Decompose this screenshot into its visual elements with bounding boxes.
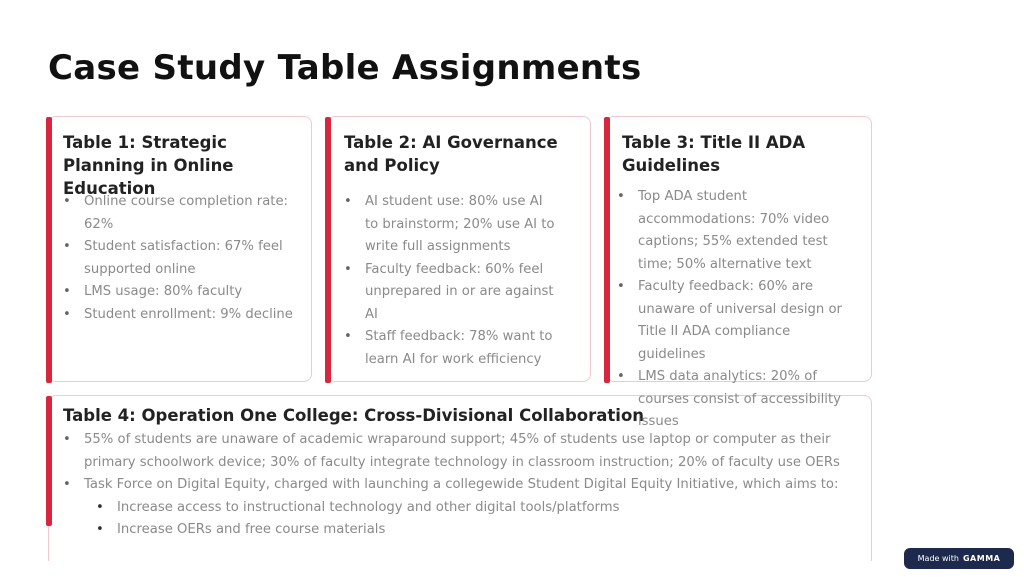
sub-list-item: • Increase access to instructional technology and other digital tools/platforms — [84, 497, 843, 520]
list-item — [63, 474, 843, 542]
table-2-title: Table 2: AI Governance and Policy — [344, 133, 558, 175]
table-4-accent-bar — [46, 396, 52, 526]
list-item-text: Task Force on Digital Equity, charged with launching a collegewide Student Digital Equity Initiative, which aims to: — [84, 477, 839, 492]
table-4-title: Table 4: Operation One College: Cross-Divisional Collaboration — [63, 406, 645, 425]
table-3-card — [606, 116, 872, 429]
table-1-bullet-list — [63, 191, 303, 326]
list-item: • Top ADA student accommodations: 70% video captions; 55% extended test time; 50% alternative text — [617, 186, 857, 276]
list-item: • Faculty feedback: 60% feel unprepared in or are against AI — [344, 259, 559, 327]
table-3-title: Table 3: Title II ADA Guidelines — [622, 133, 806, 175]
list-item: • AI student use: 80% use AI to brainstorm; 20% use AI to write full assignments — [344, 191, 559, 259]
badge-prefix: Made with — [917, 554, 959, 563]
table-2-accent-bar — [325, 117, 331, 383]
table-1-accent-bar — [46, 117, 52, 383]
list-item: • Faculty feedback: 60% are unaware of universal design or Title II ADA compliance guidelines — [617, 276, 857, 366]
table-4-bullet-list — [63, 429, 843, 542]
list-item: • Student satisfaction: 67% feel supported online — [63, 236, 303, 281]
table-1-card — [48, 116, 312, 382]
page-title: Case Study Table Assignments — [48, 48, 642, 88]
gamma-logo: GAMMA — [962, 554, 1001, 563]
made-with-gamma-badge[interactable] — [904, 548, 1014, 569]
list-item: • Student enrollment: 9% decline — [63, 304, 303, 327]
list-item: • LMS data analytics: 20% of courses consist of accessibility issues — [617, 366, 857, 434]
table-3-accent-bar — [604, 117, 610, 383]
table-2-bullet-list — [344, 191, 559, 371]
sub-list-item: • Increase OERs and free course materials — [84, 519, 843, 542]
table-1-title: Table 1: Strategic Planning in Online Education — [63, 133, 234, 198]
list-item: • LMS usage: 80% faculty — [63, 281, 303, 304]
table-2-card — [327, 116, 591, 382]
table-3-bullet-list — [617, 186, 857, 434]
list-item: • Staff feedback: 78% want to learn AI for work efficiency — [344, 326, 559, 371]
list-item: • 55% of students are unaware of academic wraparound support; 45% of students use laptop or computer as their primary schoolwork device; 30% of faculty integrate technology in classroom instruction; 20% of faculty use OERs — [63, 429, 843, 474]
table-4-sub-list — [84, 497, 843, 542]
list-item: • Online course completion rate: 62% — [63, 191, 303, 236]
